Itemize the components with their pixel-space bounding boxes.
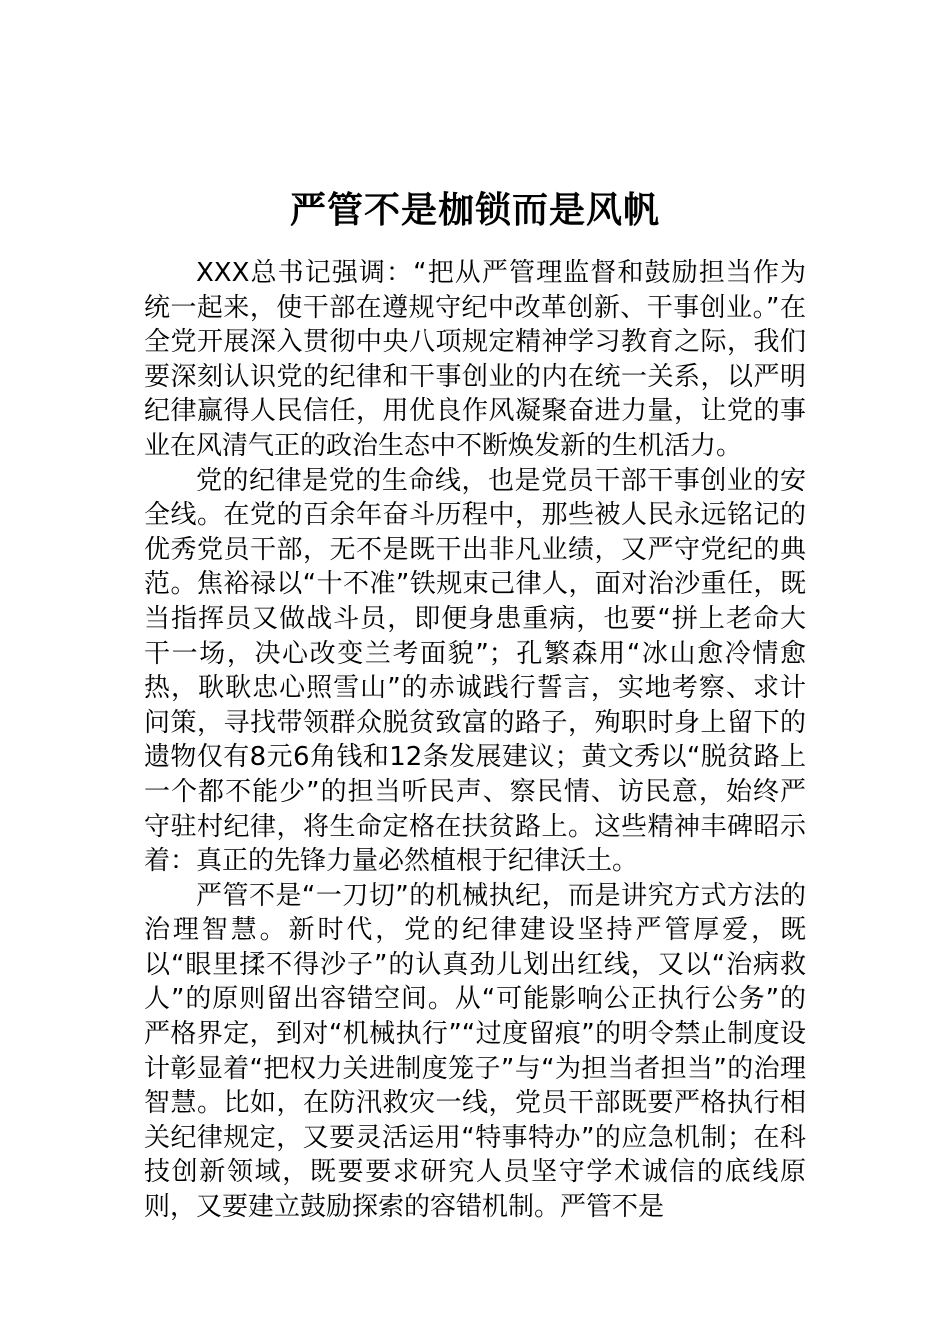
paragraph-1: XXX总书记强调：“把从严管理监督和鼓励担当作为统一起来，使干部在遵规守纪中改革创新、干事创业。”在全党开展深入贯彻中央八项规定精神学习教育之际，我们要深刻认识党的纪律和干事创业的内在统一关系，以严明纪律赢得人民信任，用优良作风凝聚奋进力量，让党的事业在风清气正的政治生态中不断焕发新的生机活力。 bbox=[144, 258, 806, 461]
document-title: 严管不是枷锁而是风帆 bbox=[289, 190, 660, 232]
paragraph-3: 严管不是“一刀切”的机械执纪，而是讲究方式方法的治理智慧。新时代，党的纪律建设坚持严管厚爱，既以“眼里揉不得沙子”的认真劲儿划出红线，又以“治病救人”的原则留出容错空间。从“可能影响公正执行公务”的严格界定，到对“机械执行”“过度留痕”的明令禁止制度设计彰显着“把权力关进制度笼子”与“为担当者担当”的治理智慧。比如，在防汛救灾一线，党员干部既要严格执行相关纪律规定，又要灵活运用“特事特办”的应急机制；在科技创新领域，既要要求研究人员坚守学术诚信的底线原则，又要建立鼓励探索的容错机制。严管不是 bbox=[144, 880, 806, 1223]
document-body bbox=[144, 256, 806, 1225]
paragraph-2: 党的纪律是党的生命线，也是党员干部干事创业的安全线。在党的百余年奋斗历程中，那些被人民永远铭记的优秀党员干部，无不是既干出非凡业绩，又严守党纪的典范。焦裕禄以“十不准”铁规束己律人，面对治沙重任，既当指挥员又做战斗员，即便身患重病，也要“拼上老命大干一场，决心改变兰考面貌”；孔繁森用“冰山愈冷情愈热，耿耿忠心照雪山”的赤诚践行誓言，实地考察、求计问策，寻找带领群众脱贫致富的路子，殉职时身上留下的遗物仅有8元6角钱和12条发展建议；黄文秀以“脱贫路上一个都不能少”的担当听民声、察民情、访民意，始终严守驻村纪律，将生命定格在扶贫路上。这些精神丰碑昭示着：真正的先锋力量必然植根于纪律沃土。 bbox=[144, 465, 806, 877]
